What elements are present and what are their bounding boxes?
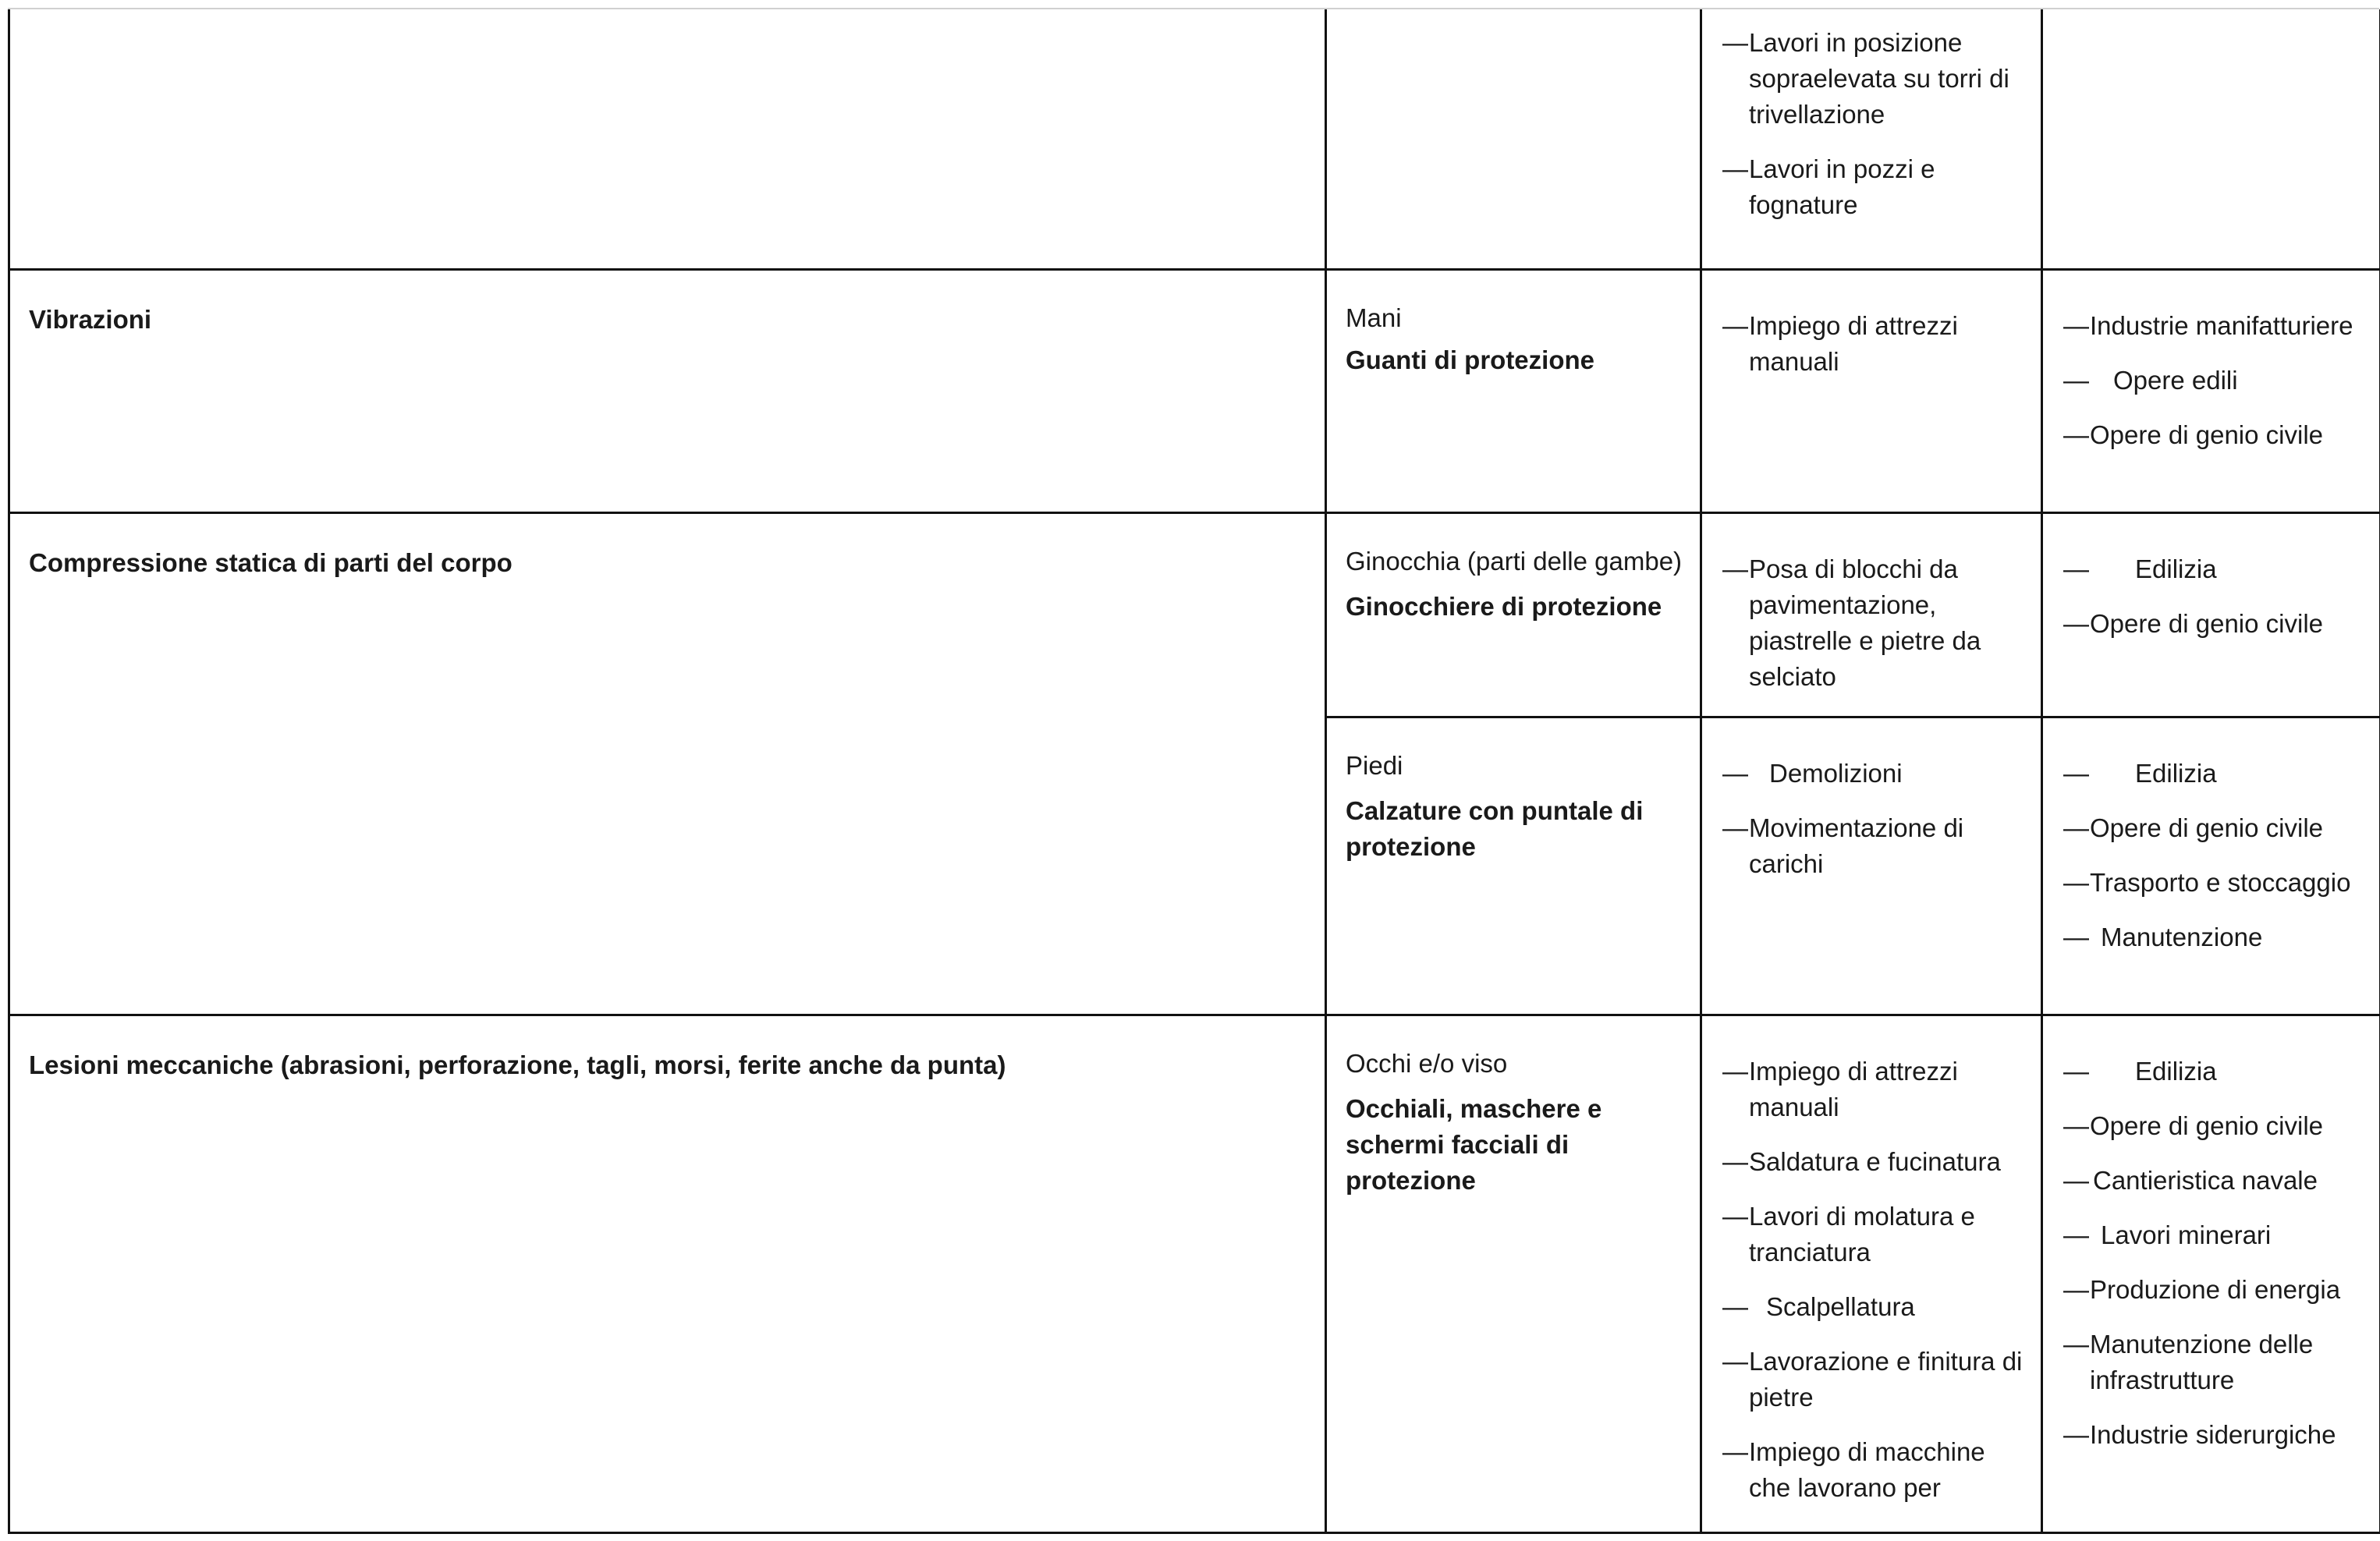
list-item: — Impiego di macchine che lavorano per	[1722, 1434, 2030, 1506]
dash-glyph: —	[2063, 310, 2089, 340]
sectors-list	[2043, 271, 2379, 453]
list-item: — Lavori in posizione sopraelevata su torri di trivellazione	[1722, 25, 2030, 133]
dash-glyph: —	[2063, 1056, 2089, 1086]
table-row-compression-knees	[9, 512, 2380, 717]
dash-glyph: —	[1722, 1346, 1748, 1376]
list-item: — Impiego di attrezzi manuali	[1722, 308, 2030, 380]
list-item: — Scalpellatura	[1722, 1289, 2030, 1325]
table-row-vibrations	[9, 269, 2380, 512]
list-item: — Manutenzione delle infrastrutture	[2063, 1327, 2368, 1398]
dash-glyph: —	[1722, 1146, 1748, 1176]
sectors-cell	[2042, 512, 2380, 717]
dpi-label: Ginocchiere di protezione	[1346, 591, 1662, 621]
sectors-list	[2043, 514, 2379, 642]
activities-list	[1702, 9, 2041, 223]
list-item: — Opere di genio civile	[2063, 606, 2368, 642]
activities-list	[1702, 271, 2041, 380]
list-item: — Posa di blocchi da pavimentazione, piastrelle e pietre da selciato	[1722, 551, 2030, 695]
body-part-label: Mani	[1346, 303, 1402, 332]
table-row-mechanical	[9, 1015, 2380, 1532]
hazard-cell-empty	[9, 9, 1326, 269]
dash-glyph: —	[2063, 1165, 2089, 1195]
list-item: — Opere di genio civile	[2063, 810, 2368, 846]
dash-glyph: —	[2063, 365, 2089, 395]
list-item: — Produzione di energia	[2063, 1272, 2368, 1308]
hazard-cell	[9, 512, 1326, 1015]
dash-glyph: —	[2063, 922, 2089, 951]
list-item: — Saldatura e fucinatura	[1722, 1144, 2030, 1180]
hazard-label: Vibrazioni	[29, 304, 152, 334]
dash-glyph: —	[1722, 28, 1748, 57]
list-item: — Industrie manifatturiere	[2063, 308, 2368, 344]
activities-cell	[1701, 1015, 2042, 1532]
activities-list	[1702, 514, 2041, 695]
list-item: — Lavori in pozzi e fognature	[1722, 151, 2030, 223]
sectors-cell	[2042, 1015, 2380, 1532]
activities-cell	[1701, 269, 2042, 512]
dash-glyph: —	[1722, 1201, 1748, 1231]
dpi-risk-table	[8, 9, 2380, 1534]
list-item: — Impiego di attrezzi manuali	[1722, 1054, 2030, 1125]
dash-glyph: —	[2063, 608, 2089, 638]
list-item: — Industrie siderurgiche	[2063, 1417, 2368, 1453]
part-cell	[1326, 717, 1701, 1015]
dash-glyph: —	[1722, 1056, 1748, 1086]
hazard-label: Lesioni meccaniche (abrasioni, perforazione, tagli, morsi, ferite anche da punta)	[29, 1050, 1006, 1079]
sectors-list	[2043, 1016, 2379, 1453]
dash-glyph: —	[2063, 1419, 2089, 1449]
dash-glyph: —	[1722, 758, 1748, 788]
dash-glyph: —	[1722, 1291, 1748, 1321]
dpi-label: Guanti di protezione	[1346, 345, 1594, 374]
hazard-cell	[9, 269, 1326, 512]
list-item: — Edilizia	[2063, 551, 2368, 587]
list-item: — Opere edili	[2063, 363, 2368, 399]
dash-glyph: —	[2063, 1220, 2089, 1249]
dash-glyph: —	[1722, 310, 1748, 340]
table-row-continuation	[9, 9, 2380, 269]
dash-glyph: —	[1722, 154, 1748, 183]
list-item: — Movimentazione di carichi	[1722, 810, 2030, 882]
activities-cell	[1701, 512, 2042, 717]
activities-list	[1702, 1016, 2041, 1506]
sectors-cell	[2042, 269, 2380, 512]
dash-glyph: —	[2063, 1274, 2089, 1304]
part-cell	[1326, 269, 1701, 512]
dpi-label: Calzature con puntale di protezione	[1346, 795, 1644, 861]
list-item: — Lavorazione e finitura di pietre	[1722, 1344, 2030, 1415]
activities-list	[1702, 718, 2041, 882]
dash-glyph: —	[2063, 813, 2089, 842]
dash-glyph: —	[1722, 1436, 1748, 1466]
list-item: — Trasporto e stoccaggio	[2063, 865, 2368, 901]
list-item: — Lavori di molatura e tranciatura	[1722, 1199, 2030, 1270]
dash-glyph: —	[2063, 420, 2089, 449]
list-item: — Edilizia	[2063, 1054, 2368, 1089]
dash-glyph: —	[1722, 554, 1748, 583]
dpi-label: Occhiali, maschere e schermi facciali di protezione	[1346, 1093, 1602, 1195]
dash-glyph: —	[2063, 554, 2089, 583]
list-item: — Opere di genio civile	[2063, 1108, 2368, 1144]
list-item: — Edilizia	[2063, 756, 2368, 792]
sectors-list	[2043, 718, 2379, 955]
list-item: — Manutenzione	[2063, 919, 2368, 955]
activities-cell	[1701, 9, 2042, 269]
body-part-label: Ginocchia (parti delle gambe)	[1346, 546, 1683, 576]
list-item: — Lavori minerari	[2063, 1217, 2368, 1253]
sectors-cell	[2042, 717, 2380, 1015]
dash-glyph: —	[1722, 813, 1748, 842]
hazard-label: Compressione statica di parti del corpo	[29, 547, 513, 577]
sectors-cell-empty	[2042, 9, 2380, 269]
hazard-cell	[9, 1015, 1326, 1532]
list-item: — Opere di genio civile	[2063, 417, 2368, 453]
list-item: — Demolizioni	[1722, 756, 2030, 792]
body-part-label: Piedi	[1346, 750, 1403, 780]
part-cell-empty	[1326, 9, 1701, 269]
dash-glyph: —	[2063, 758, 2089, 788]
dash-glyph: —	[2063, 1111, 2089, 1140]
body-part-label: Occhi e/o viso	[1346, 1048, 1508, 1078]
dash-glyph: —	[2063, 1329, 2089, 1359]
part-cell	[1326, 1015, 1701, 1532]
dash-glyph: —	[2063, 867, 2089, 897]
list-item: — Cantieristica navale	[2063, 1163, 2368, 1199]
activities-cell	[1701, 717, 2042, 1015]
part-cell	[1326, 512, 1701, 717]
